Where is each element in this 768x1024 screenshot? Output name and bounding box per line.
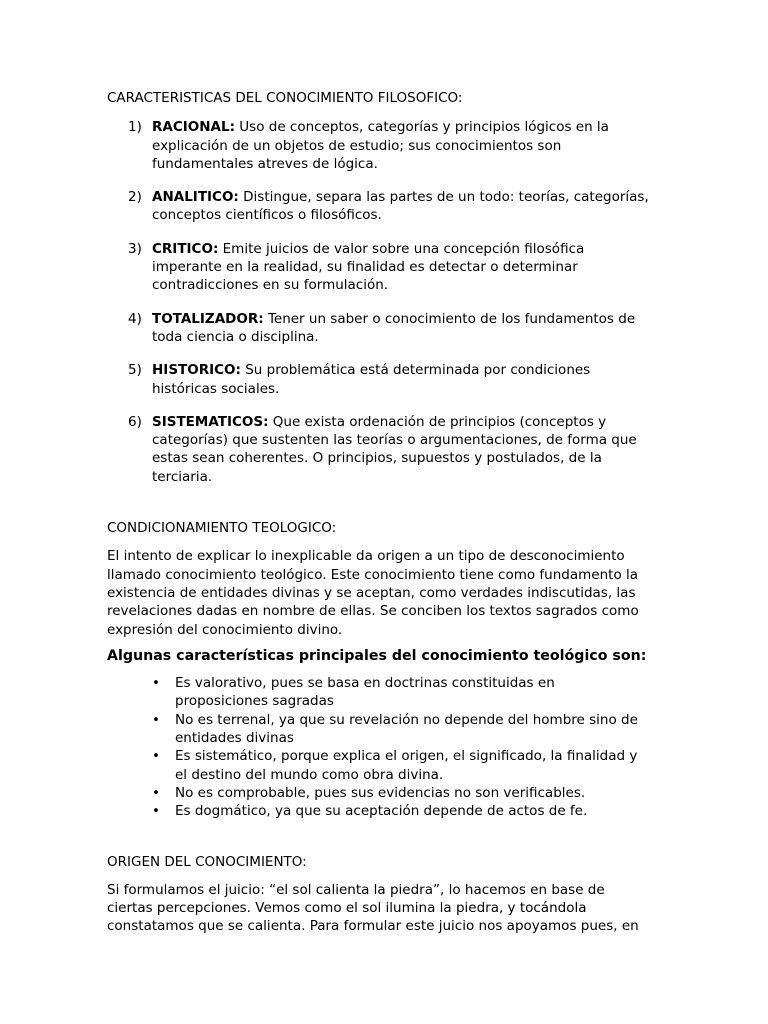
item-text-line: fundamentales atreves de lógica.: [152, 155, 378, 172]
paragraph-line: llamado conocimiento teológico. Este conocimiento tiene como fundamento la: [107, 566, 639, 583]
paragraph-teologico: [107, 547, 667, 638]
item-term: CRITICO:: [152, 240, 219, 257]
subheading-caracteristicas-teologico: Algunas características principales del conocimiento teológico son:: [107, 647, 647, 664]
list-item-historico: [107, 361, 667, 398]
item-text-line: Tener un saber o conocimiento de los fundamentos de: [267, 310, 636, 327]
bullet-text-line: proposiciones sagradas: [175, 693, 334, 710]
paragraph-line: expresión del conocimiento divino.: [107, 621, 343, 638]
bullet-text-line: Es dogmático, ya que su aceptación depende de actos de fe.: [175, 803, 588, 820]
item-term: TOTALIZADOR:: [152, 310, 264, 327]
section-heading-origen: ORIGEN DEL CONOCIMIENTO:: [107, 853, 307, 870]
paragraph-line: Si formulamos el juicio: “el sol calienta la piedra”, lo hacemos en base de: [107, 881, 605, 898]
bullet-item: [107, 784, 667, 802]
list-item-critico: [107, 240, 667, 295]
item-text-line: Su problemática está determinada por condiciones: [245, 362, 591, 379]
bullet-text-line: No es comprobable, pues sus evidencias no son verificables.: [175, 784, 586, 801]
document-page: [107, 89, 667, 936]
list-item-analitico: [107, 188, 667, 225]
section-origen-conocimiento: [107, 853, 667, 936]
bullet-dot-icon: •: [152, 748, 160, 765]
item-text-line: explicación de un objetos de estudio; sus conocimientos son: [152, 137, 562, 154]
item-text-line: Uso de conceptos, categorías y principios lógicos en la: [239, 119, 609, 136]
paragraph-origen: [107, 881, 667, 936]
item-number: 6): [128, 413, 142, 430]
bullet-text-line: Es valorativo, pues se basa en doctrinas constituidas en: [175, 675, 555, 692]
bullet-item: [107, 802, 667, 820]
list-item-racional: [107, 118, 667, 173]
item-text-line: Que exista ordenación de principios (conceptos y: [272, 413, 607, 430]
bullet-text-line: Es sistemático, porque explica el origen, el significado, la finalidad y: [175, 748, 638, 765]
item-number: 2): [128, 189, 142, 206]
item-number: 5): [128, 362, 142, 379]
section-heading-condicionamiento: CONDICIONAMIENTO TEOLOGICO:: [107, 520, 337, 537]
bullet-dot-icon: •: [152, 711, 160, 728]
item-term: RACIONAL:: [152, 119, 235, 136]
bullet-list-teologico: [107, 674, 667, 820]
numbered-list-caracteristicas: [107, 118, 667, 486]
bullet-text-line: el destino del mundo como obra divina.: [175, 766, 444, 783]
paragraph-line: El intento de explicar lo inexplicable da origen a un tipo de desconocimiento: [107, 548, 625, 565]
paragraph-line: constatamos que se calienta. Para formular este juicio nos apoyamos pues, en: [107, 918, 639, 935]
item-text-line: Distingue, separa las partes de un todo: teorías, categorías,: [243, 189, 649, 206]
item-text-line: imperante en la realidad, su finalidad es detectar o determinar: [152, 259, 578, 276]
item-text-line: categorías) que sustenten las teorías o argumentaciones, de forma que: [152, 432, 637, 449]
item-text-line: terciaria.: [152, 468, 213, 485]
paragraph-line: revelaciones dadas en nombre de ellas. Se conciben los textos sagrados como: [107, 603, 639, 620]
bullet-item: [107, 711, 667, 748]
bullet-dot-icon: •: [152, 675, 160, 692]
bullet-dot-icon: •: [152, 784, 160, 801]
item-text-line: contradicciones en su formulación.: [152, 277, 389, 294]
section-condicionamiento-teologico: [107, 519, 667, 820]
bullet-dot-icon: •: [152, 803, 160, 820]
item-number: 4): [128, 310, 142, 327]
list-item-totalizador: [107, 310, 667, 347]
item-text-line: históricas sociales.: [152, 380, 280, 397]
paragraph-line: existencia de entidades divinas y se aceptan, como verdades indiscutidas, las: [107, 584, 636, 601]
item-number: 1): [128, 119, 142, 136]
bullet-text-line: entidades divinas: [175, 730, 294, 747]
bullet-text-line: No es terrenal, ya que su revelación no depende del hombre sino de: [175, 711, 638, 728]
item-text-line: conceptos científicos o filosóficos.: [152, 207, 382, 224]
paragraph-line: ciertas percepciones. Vemos como el sol ilumina la piedra, y tocándola: [107, 900, 587, 917]
section-heading-caracteristicas: CARACTERISTICAS DEL CONOCIMIENTO FILOSOFICO:: [107, 90, 463, 106]
item-term: HISTORICO:: [152, 362, 241, 379]
item-number: 3): [128, 240, 142, 257]
list-item-sistematicos: [107, 413, 667, 486]
section-caracteristicas: [107, 89, 667, 486]
item-text-line: toda ciencia o disciplina.: [152, 328, 319, 345]
item-term: ANALITICO:: [152, 189, 239, 206]
bullet-item: [107, 747, 667, 784]
item-text-line: Emite juicios de valor sobre una concepción filosófica: [222, 240, 585, 257]
item-term: SISTEMATICOS:: [152, 413, 269, 430]
item-text-line: estas sean coherentes. O principios, supuestos y postulados, de la: [152, 450, 602, 467]
bullet-item: [107, 674, 667, 711]
